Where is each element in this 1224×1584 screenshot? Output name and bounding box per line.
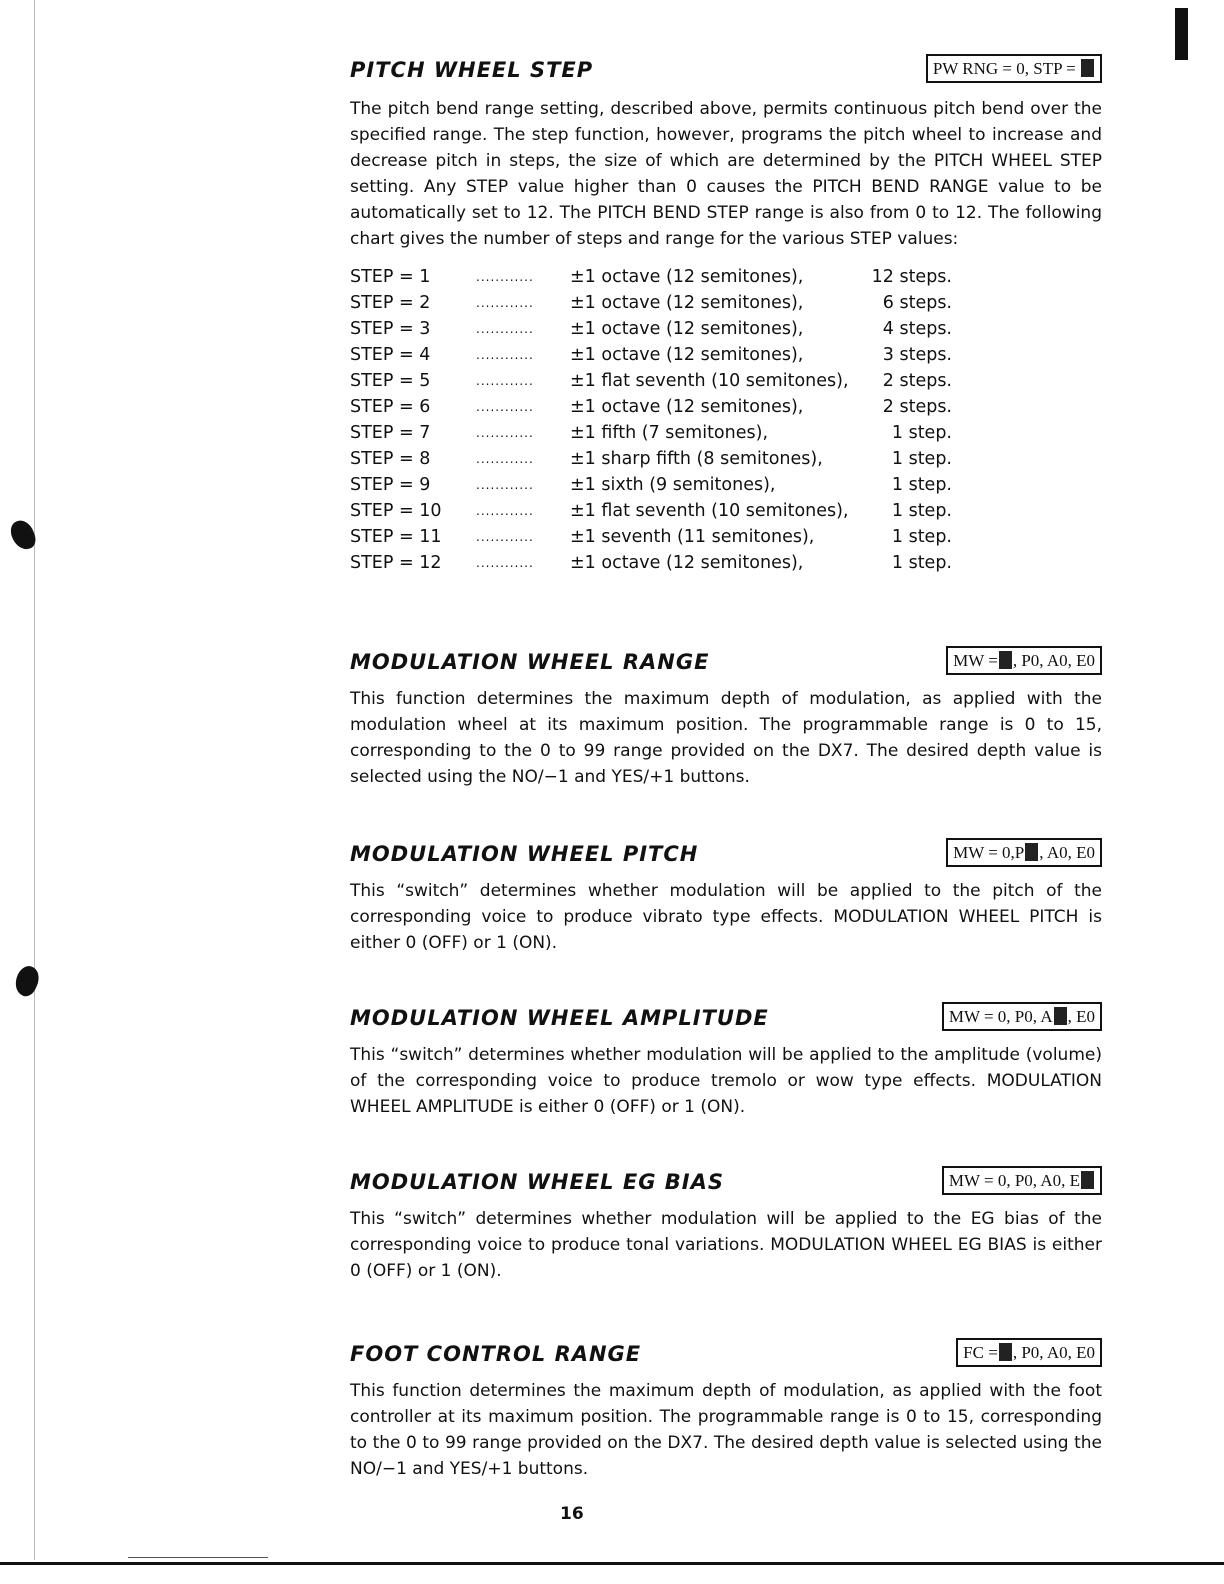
lcd-cursor-block bbox=[1025, 843, 1038, 861]
lcd-display-readout bbox=[942, 1002, 1102, 1031]
step-label: STEP = 3 bbox=[350, 319, 431, 339]
table-row bbox=[350, 472, 952, 498]
scan-bottom-edge bbox=[0, 1562, 1224, 1565]
lcd-text-pre: MW = 0, P0, A0, E bbox=[948, 1171, 1080, 1190]
leader-dots: ............ bbox=[476, 322, 534, 336]
step-count: 1 step. bbox=[891, 475, 952, 495]
step-count: 6 steps. bbox=[882, 293, 952, 313]
scan-bottom-mark bbox=[128, 1557, 268, 1558]
section-mod-wheel-range bbox=[350, 646, 1102, 790]
step-count: 1 step. bbox=[891, 423, 952, 443]
lcd-cursor-block bbox=[1081, 59, 1094, 77]
section-title: MODULATION WHEEL RANGE bbox=[350, 650, 710, 674]
lcd-cursor-block bbox=[999, 651, 1012, 669]
table-row bbox=[350, 264, 952, 290]
step-range-desc: ±1 octave (12 semitones), bbox=[570, 397, 804, 417]
section-body: This function determines the maximum depth of modulation, as applied with the foot controller at its maximum position. The programmable range is 0 to 15, corresponding to the 0 to 99 range provided on the DX7. The desired depth value is selected using the NO/−1 and YES/+1 buttons. bbox=[350, 1381, 1102, 1479]
section-mod-wheel-eg-bias bbox=[350, 1166, 1102, 1284]
step-label: STEP = 8 bbox=[350, 449, 431, 469]
lcd-text-pre: MW = bbox=[953, 651, 998, 670]
step-count: 1 step. bbox=[891, 527, 952, 547]
step-count: 2 steps. bbox=[882, 371, 952, 391]
step-label: STEP = 1 bbox=[350, 267, 431, 287]
section-title: PITCH WHEEL STEP bbox=[350, 58, 594, 82]
section-body: This “switch” determines whether modulation will be applied to the EG bias of the corresponding voice to produce tonal variations. MODULATION WHEEL EG BIAS is either 0 (OFF) or 1 (ON). bbox=[350, 1209, 1102, 1281]
lcd-display-readout bbox=[946, 838, 1102, 867]
leader-dots: ............ bbox=[476, 452, 534, 466]
step-label: STEP = 6 bbox=[350, 397, 431, 417]
leader-dots: ............ bbox=[476, 478, 534, 492]
step-values-table bbox=[350, 264, 952, 576]
section-pitch-wheel-step bbox=[350, 54, 1102, 576]
step-count: 1 step. bbox=[891, 501, 952, 521]
leader-dots: ............ bbox=[476, 504, 534, 518]
lcd-cursor-block bbox=[1054, 1007, 1067, 1025]
step-range-desc: ±1 octave (12 semitones), bbox=[570, 553, 804, 573]
section-title: MODULATION WHEEL EG BIAS bbox=[350, 1170, 724, 1194]
step-range-desc: ±1 octave (12 semitones), bbox=[570, 267, 804, 287]
leader-dots: ............ bbox=[476, 374, 534, 388]
step-range-desc: ±1 flat seventh (10 semitones), bbox=[570, 501, 849, 521]
step-count: 1 step. bbox=[891, 553, 952, 573]
step-range-desc: ±1 octave (12 semitones), bbox=[570, 293, 804, 313]
lcd-cursor-block bbox=[1081, 1171, 1094, 1189]
lcd-text: PW RNG = 0, STP = bbox=[932, 59, 1076, 78]
leader-dots: ............ bbox=[476, 530, 534, 544]
lcd-text-post: , P0, A0, E0 bbox=[1012, 1343, 1095, 1362]
step-label: STEP = 4 bbox=[350, 345, 431, 365]
table-row bbox=[350, 446, 952, 472]
step-count: 1 step. bbox=[891, 449, 952, 469]
step-range-desc: ±1 octave (12 semitones), bbox=[570, 345, 804, 365]
step-range-desc: ±1 octave (12 semitones), bbox=[570, 319, 804, 339]
section-body: This “switch” determines whether modulation will be applied to the pitch of the corresponding voice to produce vibrato type effects. MODULATION WHEEL PITCH is either 0 (OFF) or 1 (ON). bbox=[350, 881, 1102, 953]
lcd-cursor-block bbox=[999, 1343, 1012, 1361]
section-title: FOOT CONTROL RANGE bbox=[350, 1342, 642, 1366]
section-title: MODULATION WHEEL PITCH bbox=[350, 842, 699, 866]
step-label: STEP = 10 bbox=[350, 501, 442, 521]
table-row bbox=[350, 498, 952, 524]
lcd-text-pre: MW = 0,P bbox=[953, 843, 1025, 862]
section-body: This function determines the maximum depth of modulation, as applied with the modulation wheel at its maximum position. The programmable range is 0 to 15, corresponding to the 0 to 99 range provided on the DX7. The desired depth value is selected using the NO/−1 and YES/+1 buttons. bbox=[350, 689, 1102, 787]
table-row bbox=[350, 290, 952, 316]
step-count: 12 steps. bbox=[871, 267, 952, 287]
step-range-desc: ±1 seventh (11 semitones), bbox=[570, 527, 815, 547]
section-mod-wheel-pitch bbox=[350, 838, 1102, 956]
leader-dots: ............ bbox=[476, 296, 534, 310]
table-row bbox=[350, 368, 952, 394]
lcd-text-post: , A0, E0 bbox=[1039, 843, 1095, 862]
step-range-desc: ±1 fifth (7 semitones), bbox=[570, 423, 769, 443]
lcd-display-readout bbox=[946, 646, 1102, 675]
step-count: 2 steps. bbox=[882, 397, 952, 417]
lcd-display-readout bbox=[942, 1166, 1102, 1195]
page-number: 16 bbox=[560, 1504, 584, 1524]
binder-hole-mark bbox=[11, 963, 44, 999]
table-row bbox=[350, 550, 952, 576]
leader-dots: ............ bbox=[476, 426, 534, 440]
section-foot-control-range bbox=[350, 1338, 1102, 1482]
step-count: 4 steps. bbox=[882, 319, 952, 339]
table-row bbox=[350, 524, 952, 550]
lcd-text-post: , E0 bbox=[1067, 1007, 1095, 1026]
section-mod-wheel-amplitude bbox=[350, 1002, 1102, 1120]
leader-dots: ............ bbox=[476, 400, 534, 414]
lcd-display-readout bbox=[956, 1338, 1102, 1367]
step-label: STEP = 5 bbox=[350, 371, 431, 391]
step-range-desc: ±1 flat seventh (10 semitones), bbox=[570, 371, 849, 391]
step-label: STEP = 2 bbox=[350, 293, 431, 313]
step-label: STEP = 7 bbox=[350, 423, 431, 443]
section-body: This “switch” determines whether modulation will be applied to the amplitude (volume) of the corresponding voice to produce tremolo or wow type effects. MODULATION WHEEL AMPLITUDE is either 0 (OFF) or 1 (ON). bbox=[350, 1045, 1102, 1117]
step-range-desc: ±1 sharp fifth (8 semitones), bbox=[570, 449, 823, 469]
section-body: The pitch bend range setting, described above, permits continuous pitch bend over the specified range. The step function, however, programs the pitch wheel to increase and decrease pitch in steps, the size of which are determined by the PITCH WHEEL STEP setting. Any STEP value higher than 0 causes the PITCH BEND RANGE value to be automatically set to 12. The PITCH BEND STEP range is also from 0 to 12. The following chart gives the number of steps and range for the various STEP values: bbox=[350, 99, 1102, 249]
table-row bbox=[350, 420, 952, 446]
step-range-desc: ±1 sixth (9 semitones), bbox=[570, 475, 776, 495]
scan-edge-mark bbox=[1175, 8, 1188, 60]
leader-dots: ............ bbox=[476, 348, 534, 362]
lcd-text-pre: MW = 0, P0, A bbox=[948, 1007, 1053, 1026]
lcd-text-pre: FC = bbox=[963, 1343, 998, 1362]
table-row bbox=[350, 316, 952, 342]
table-row bbox=[350, 394, 952, 420]
leader-dots: ............ bbox=[476, 556, 534, 570]
step-label: STEP = 12 bbox=[350, 553, 442, 573]
leader-dots: ............ bbox=[476, 270, 534, 284]
step-count: 3 steps. bbox=[882, 345, 952, 365]
scan-left-edge bbox=[34, 0, 35, 1560]
step-label: STEP = 9 bbox=[350, 475, 431, 495]
step-label: STEP = 11 bbox=[350, 527, 442, 547]
lcd-text-post: , P0, A0, E0 bbox=[1012, 651, 1095, 670]
table-row bbox=[350, 342, 952, 368]
section-title: MODULATION WHEEL AMPLITUDE bbox=[350, 1006, 769, 1030]
lcd-display-readout bbox=[926, 54, 1102, 83]
